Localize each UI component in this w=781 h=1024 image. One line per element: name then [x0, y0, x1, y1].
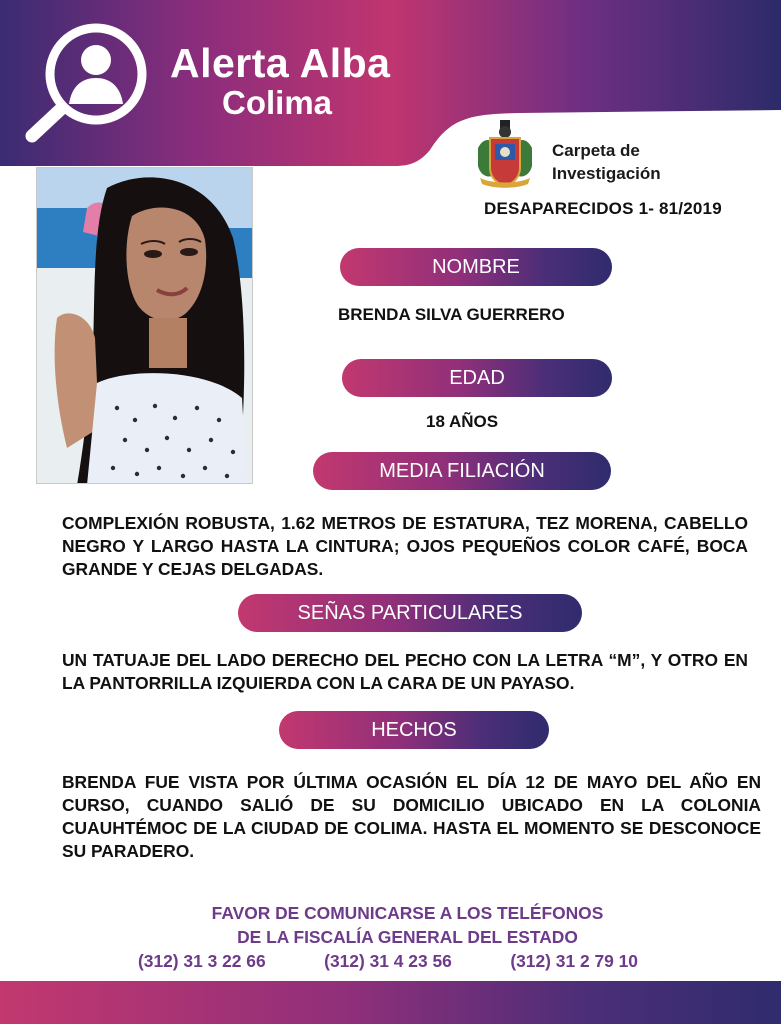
missing-person-photo [36, 167, 253, 484]
facts-description: BRENDA FUE VISTA POR ÚLTIMA OCASIÓN EL DÍA 12 DE MAYO DEL AÑO EN CURSO, CUANDO SALIÓ DE SU DOMICILIO UBICADO EN LA COLONIA CUAUHTÉMOC DE LA CIUDAD DE COLIMA. HASTA EL MOMENTO SE DESCONOCE SU PARADERO. [62, 772, 761, 861]
person-age: 18 AÑOS [426, 412, 499, 431]
physical-description: COMPLEXIÓN ROBUSTA, 1.62 METROS DE ESTATURA, TEZ MORENA, CABELLO NEGRO Y LARGO HASTA LA CINTURA; OJOS PEQUEÑOS COLOR CAFÉ, BOCA GRANDE Y CEJAS DELGADAS. [62, 513, 748, 579]
state-seal-icon [474, 118, 536, 190]
section-header-senas-particulares: SEÑAS PARTICULARES [238, 594, 582, 632]
person-name: BRENDA SILVA GUERRERO [338, 305, 565, 324]
section-header-media-filiacion: MEDIA FILIACIÓN [313, 452, 611, 490]
phone-number[interactable]: (312) 31 4 23 56 [324, 951, 452, 971]
footer-banner [0, 981, 781, 1024]
section-header-hechos: HECHOS [279, 711, 549, 749]
phone-number[interactable]: (312) 31 3 22 66 [138, 951, 266, 971]
case-folio: DESAPARECIDOS 1- 81/2019 [484, 199, 722, 218]
poster-subtitle: Colima [222, 84, 333, 121]
section-header-edad: EDAD [342, 359, 612, 397]
search-person-icon [22, 18, 152, 148]
phone-list [138, 951, 638, 972]
section-header-nombre: NOMBRE [340, 248, 612, 286]
phone-number[interactable]: (312) 31 2 79 10 [510, 951, 638, 971]
carpeta-label [552, 139, 661, 185]
contact-line-2: DE LA FISCALÍA GENERAL DEL ESTADO [237, 927, 578, 947]
carpeta-line1: Carpeta de [552, 141, 640, 160]
contact-line-1: FAVOR DE COMUNICARSE A LOS TELÉFONOS [211, 903, 604, 923]
distinguishing-marks: UN TATUAJE DEL LADO DERECHO DEL PECHO CON LA LETRA “M”, Y OTRO EN LA PANTORRILLA IZQUIERDA CON LA CARA DE UN PAYASO. [62, 650, 748, 693]
poster-title: Alerta Alba [170, 40, 391, 86]
carpeta-line2: Investigación [552, 164, 661, 183]
